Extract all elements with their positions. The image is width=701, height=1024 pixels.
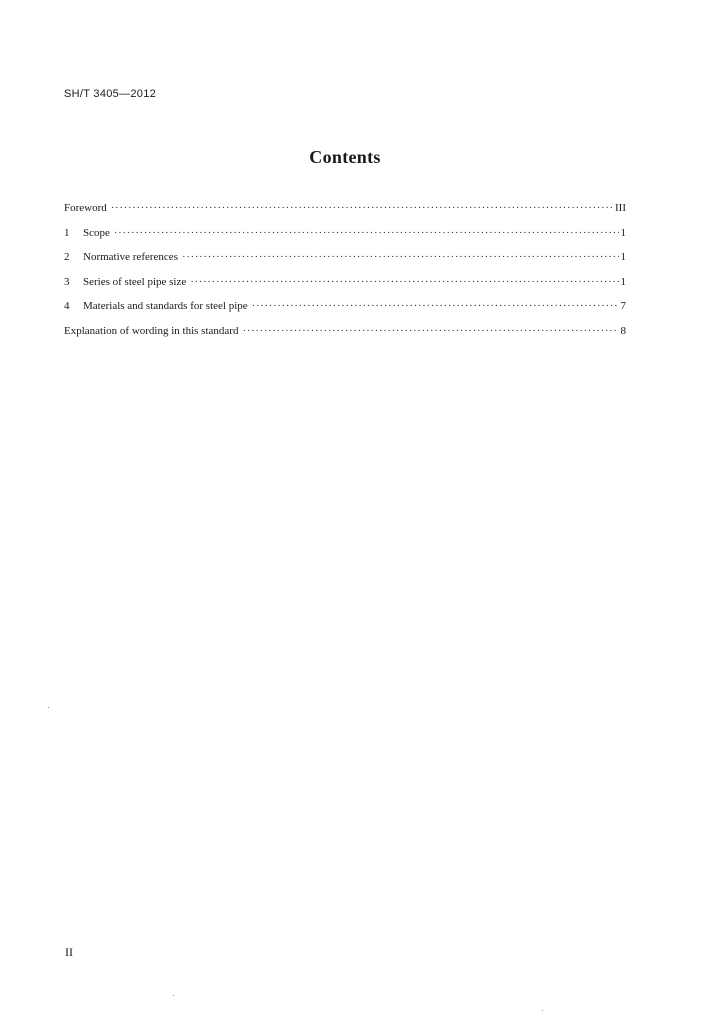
table-of-contents [64,200,626,347]
toc-entry-number: 4 [64,300,70,312]
toc-entry-label: Foreword [64,202,107,214]
toc-dot-leader [242,323,618,339]
toc-entry-page: 1 [620,226,626,239]
standard-code: SH/T 3405—2012 [64,88,157,100]
page-number: II [65,945,73,959]
toc-entry-label: Normative references [83,251,178,263]
page-title: Contents [309,147,381,167]
toc-entry-number: 2 [64,251,70,263]
toc-entry-series-of-steel-pipe-size[interactable] [64,274,626,299]
toc-entry-label: Series of steel pipe size [83,275,187,288]
toc-entry-explanation-of-wording[interactable] [64,323,626,348]
toc-entry-page: 1 [620,251,626,263]
toc-entry-label: Scope [83,226,110,239]
toc-entry-page: 1 [620,275,626,288]
toc-entry-page: 8 [620,324,626,337]
toc-dot-leader [182,249,619,265]
toc-dot-leader [190,274,618,290]
toc-entry-scope[interactable] [64,225,626,250]
scan-speck [48,707,49,708]
scan-speck [173,995,174,996]
scan-speck [542,1010,543,1011]
toc-entry-page: 7 [620,300,626,312]
toc-entry-label: Explanation of wording in this standard [64,324,239,337]
toc-entry-number: 3 [64,275,70,288]
toc-dot-leader [114,225,619,241]
toc-dot-leader [111,200,613,216]
toc-entry-normative-references[interactable] [64,249,626,274]
toc-entry-page: III [615,202,626,214]
toc-entry-number: 1 [64,226,70,239]
toc-entry-label: Materials and standards for steel pipe [83,300,248,312]
toc-dot-leader [252,298,619,314]
toc-entry-foreword[interactable] [64,200,626,225]
toc-entry-materials-and-standards[interactable] [64,298,626,323]
